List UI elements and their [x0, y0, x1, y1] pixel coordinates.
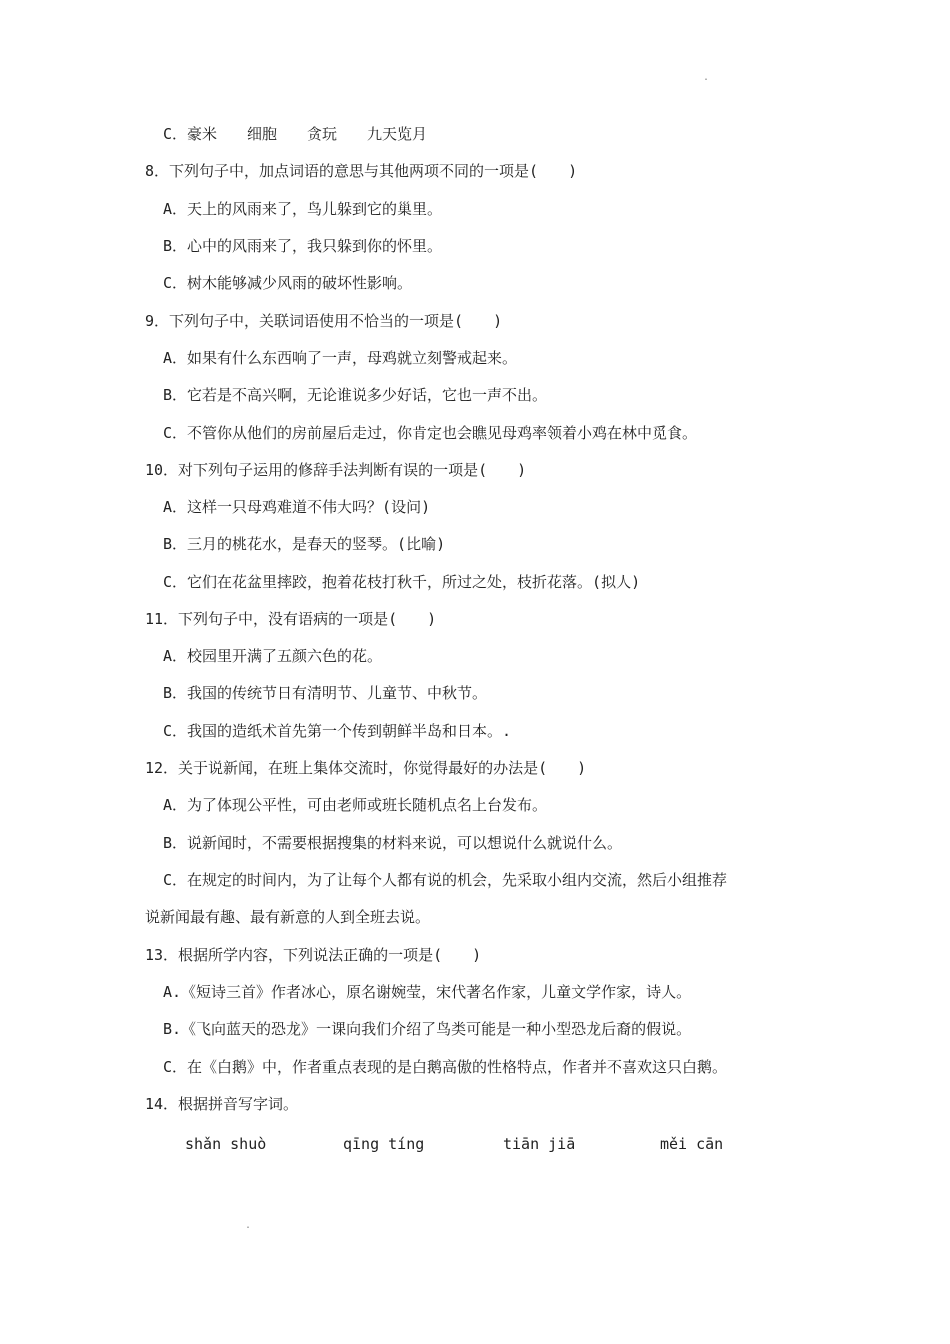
q12-option-b: B．说新闻时，不需要根据搜集的材料来说，可以想说什么就说什么。	[163, 834, 623, 852]
pinyin-item: shǎn shuò	[185, 1135, 267, 1153]
q13-option-a: A.《短诗三首》作者冰心，原名谢婉莹，宋代著名作家，儿童文学作家，诗人。	[163, 983, 692, 1001]
q9-option-a: A．如果有什么东西响了一声，母鸡就立刻警戒起来。	[163, 349, 518, 367]
q8-option-a: A．天上的风雨来了，鸟儿躲到它的巢里。	[163, 200, 443, 218]
q11-option-c: C．我国的造纸术首先第一个传到朝鲜半岛和日本。.	[163, 722, 512, 740]
pinyin-item: tiān jiā	[503, 1135, 576, 1153]
q8-option-b: B．心中的风雨来了，我只躲到你的怀里。	[163, 237, 443, 255]
q14-stem: 14．根据拼音写字词。	[145, 1095, 299, 1113]
pinyin-item: qīng tíng	[343, 1135, 425, 1153]
q8-stem: 8．下列句子中，加点词语的意思与其他两项不同的一项是( )	[145, 162, 578, 180]
q10-option-b: B．三月的桃花水，是春天的竖琴。(比喻)	[163, 535, 446, 553]
pinyin-item: měi cān	[660, 1135, 724, 1153]
q10-option-c: C．它们在花盆里摔跤，抱着花枝打秋千，所过之处，枝折花落。(拟人)	[163, 573, 641, 591]
q12-option-c-line2: 说新闻最有趣、最有新意的人到全班去说。	[145, 908, 431, 926]
q9-stem: 9．下列句子中，关联词语使用不恰当的一项是( )	[145, 312, 503, 330]
q10-stem: 10．对下列句子运用的修辞手法判断有误的一项是( )	[145, 461, 527, 479]
q7-option-c: C．豪米 细胞 贪玩 九天览月	[163, 125, 428, 143]
header-dot: .	[703, 72, 710, 83]
q9-option-b: B．它若是不高兴啊，无论谁说多少好话，它也一声不出。	[163, 386, 548, 404]
q11-stem: 11．下列句子中，没有语病的一项是( )	[145, 610, 437, 628]
q13-stem: 13．根据所学内容，下列说法正确的一项是( )	[145, 946, 482, 964]
q12-option-c-line1: C．在规定的时间内，为了让每个人都有说的机会，先采取小组内交流，然后小组推荐	[163, 871, 728, 889]
q9-option-c: C．不管你从他们的房前屋后走过，你肯定也会瞧见母鸡率领着小鸡在林中觅食。	[163, 424, 698, 442]
q10-option-a: A．这样一只母鸡难道不伟大吗？(设问)	[163, 498, 431, 516]
footer-dot: .	[245, 1220, 252, 1231]
q11-option-a: A．校园里开满了五颜六色的花。	[163, 647, 383, 665]
q13-option-b: B.《飞向蓝天的恐龙》一课向我们介绍了鸟类可能是一种小型恐龙后裔的假说。	[163, 1020, 692, 1038]
q13-option-c: C．在《白鹅》中，作者重点表现的是白鹅高傲的性格特点，作者并不喜欢这只白鹅。	[163, 1058, 728, 1076]
q11-option-b: B．我国的传统节日有清明节、儿童节、中秋节。	[163, 684, 488, 702]
q12-stem: 12．关于说新闻，在班上集体交流时，你觉得最好的办法是( )	[145, 759, 587, 777]
q12-option-a: A．为了体现公平性，可由老师或班长随机点名上台发布。	[163, 796, 548, 814]
q8-option-c: C．树木能够减少风雨的破坏性影响。	[163, 274, 413, 292]
